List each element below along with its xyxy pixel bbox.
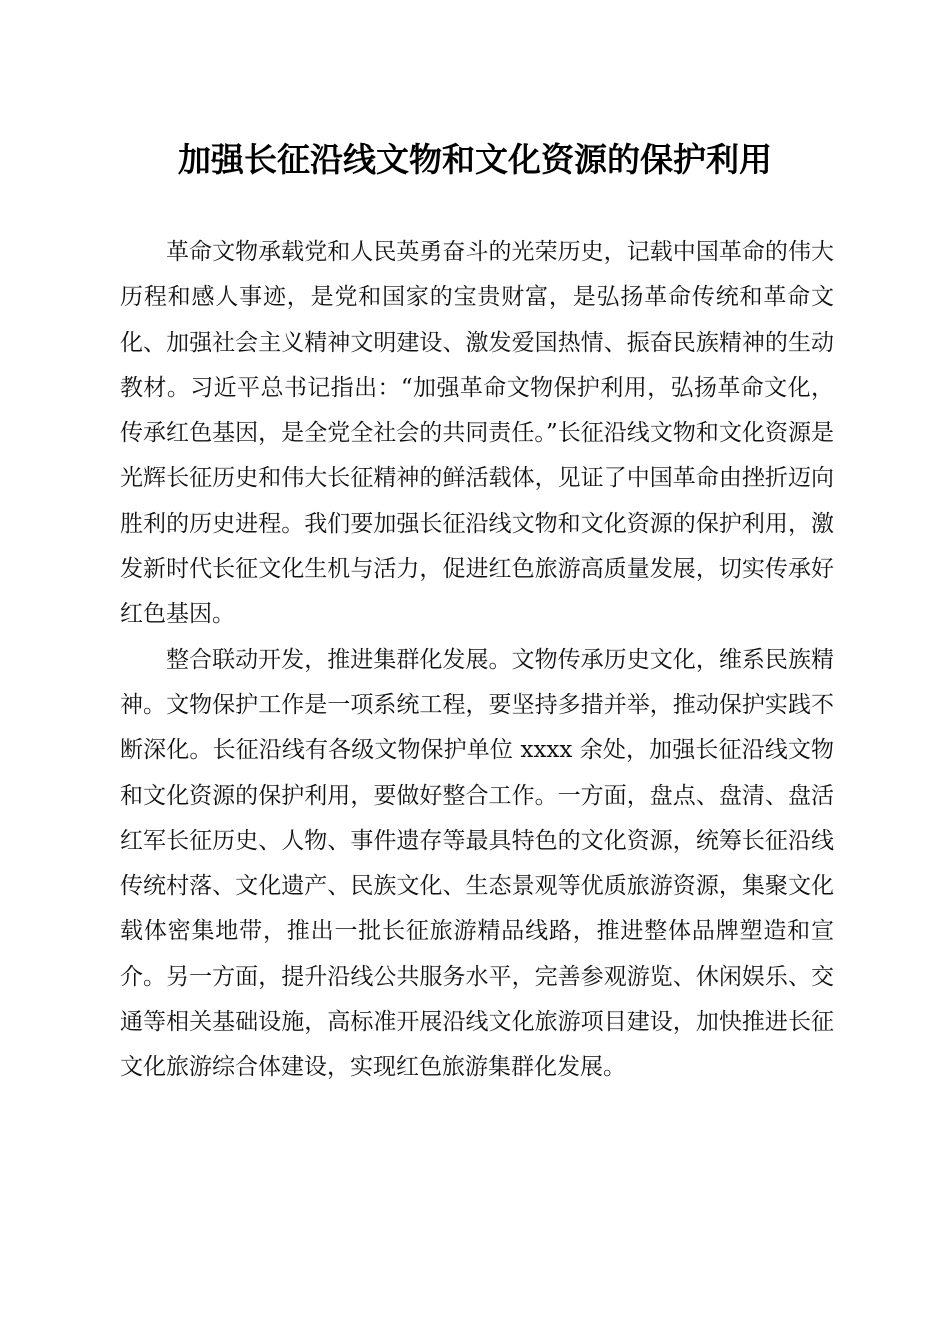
paragraph-integration: 整合联动开发，推进集群化发展。文物传承历史文化，维系民族精神。文物保护工作是一项系统工程，要坚持多措并举，推动保护实践不断深化。长征沿线有各级文物保护单位 xxxx 余处，加强长征沿线文物和文化资源的保护利用，要做好整合工作。一方面，盘点、盘清、盘活红军长征历史、人物、事件遗存等最具特色的文化资源，统筹长征沿线传统村落、文化遗产、民族文化、生态景观等优质旅游资源，集聚文化载体密集地带，推出一批长征旅游精品线路，推进整体品牌塑造和宣介。另一方面，提升沿线公共服务水平，完善参观游览、休闲娱乐、交通等相关基础设施，高标准开展沿线文化旅游项目建设，加快推进长征文化旅游综合体建设，实现红色旅游集群化发展。 [120, 646, 834, 1081]
document-title: 加强长征沿线文物和文化资源的保护利用 [178, 140, 772, 179]
paragraph-intro: 革命文物承载党和人民英勇奋斗的光荣历史，记载中国革命的伟大历程和感人事迹，是党和国家的宝贵财富，是弘扬革命传统和革命文化、加强社会主义精神文明建设、激发爱国热情、振奋民族精神的生动教材。习近平总书记指出：“加强革命文物保护利用，弘扬革命文化，传承红色基因，是全党全社会的共同责任。”长征沿线文物和文化资源是光辉长征历史和伟大长征精神的鲜活载体，见证了中国革命由挫折迈向胜利的历史进程。我们要加强长征沿线文物和文化资源的保护利用，激发新时代长征文化生机与活力，促进红色旅游高质量发展，切实传承好红色基因。 [120, 239, 834, 628]
document-body [120, 230, 834, 1091]
